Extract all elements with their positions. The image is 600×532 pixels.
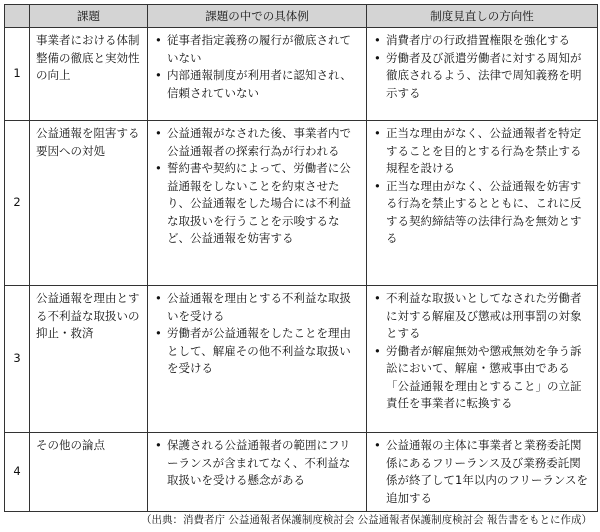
list-item: • 不利益な取扱いとしてなされた労働者に対する解雇及び懲戒は刑事罰の対象とする — [373, 290, 591, 343]
table-row — [5, 121, 598, 286]
direction-cell — [367, 28, 598, 121]
list-item: • 公益通報がなされた後、事業者内で公益通報者の探索行為が行われる — [154, 125, 360, 160]
row-number: 3 — [5, 286, 30, 433]
list-item: • 労働者及び派遣労働者に対する周知が徹底されるよう、法律で周知義務を明示する — [373, 50, 591, 103]
list-item: • 労働者が公益通報をしたことを理由として、解雇その他不利益な取扱いを受ける — [154, 325, 360, 378]
direction-cell — [367, 433, 598, 512]
row-number: 1 — [5, 28, 30, 121]
list-item: • 公益通報を理由とする不利益な取扱いを受ける — [154, 290, 360, 325]
row-number: 4 — [5, 433, 30, 512]
list-item: • 消費者庁の行政措置権限を強化する — [373, 32, 591, 50]
direction-cell — [367, 121, 598, 286]
comparison-table — [4, 4, 598, 512]
direction-cell — [367, 286, 598, 433]
examples-list — [154, 290, 360, 378]
list-item: • 従事者指定義務の履行が徹底されていない — [154, 32, 360, 67]
header-number — [5, 5, 30, 28]
list-item: • 保護される公益通報者の範囲にフリーランスが含まれてなく、不利益な取扱いを受ける懸念がある — [154, 437, 360, 490]
directions-list — [373, 437, 591, 507]
table-row — [5, 286, 598, 433]
issue-cell: 公益通報を阻害する要因への対処 — [30, 121, 148, 286]
examples-list — [154, 125, 360, 248]
list-item: • 正当な理由がなく、公益通報者を特定することを目的とする行為を禁止する規程を設ける — [373, 125, 591, 178]
directions-list — [373, 290, 591, 413]
table-row — [5, 433, 598, 512]
examples-list — [154, 437, 360, 490]
header-issue: 課題 — [30, 5, 148, 28]
examples-cell — [148, 121, 367, 286]
directions-list — [373, 125, 591, 248]
examples-cell — [148, 433, 367, 512]
issue-cell: 公益通報を理由とする不利益な取扱いの抑止・救済 — [30, 286, 148, 433]
header-direction: 制度見直しの方向性 — [367, 5, 598, 28]
examples-cell — [148, 286, 367, 433]
header-examples: 課題の中での具体例 — [148, 5, 367, 28]
source-caption: （出典：消費者庁 公益通報者保護制度検討会 公益通報者保護制度検討会 報告書をもとに作成） — [140, 514, 592, 526]
table-row — [5, 28, 598, 121]
directions-list — [373, 32, 591, 102]
row-number: 2 — [5, 121, 30, 286]
issue-cell: 事業者における体制整備の徹底と実効性の向上 — [30, 28, 148, 121]
list-item: • 内部通報制度が利用者に認知され、信頼されていない — [154, 67, 360, 102]
examples-list — [154, 32, 360, 102]
list-item: • 労働者が解雇無効や懲戒無効を争う訴訟において、解雇・懲戒事由である「公益通報を理由とすること」の立証責任を事業者に転換する — [373, 343, 591, 413]
list-item: • 正当な理由がなく、公益通報を妨害する行為を禁止するとともに、これに反する契約締結等の法律行為を無効とする — [373, 178, 591, 248]
issue-cell: その他の論点 — [30, 433, 148, 512]
list-item: • 公益通報の主体に事業者と業務委託関係にあるフリーランス及び業務委託関係が終了して1年以内のフリーランスを追加する — [373, 437, 591, 507]
examples-cell — [148, 28, 367, 121]
table-header-row — [5, 5, 598, 28]
list-item: • 誓約書や契約によって、労働者に公益通報をしないことを約束させたり、公益通報をした場合には不利益な取扱いを行うことを示唆するなど、公益通報を妨害する — [154, 160, 360, 248]
